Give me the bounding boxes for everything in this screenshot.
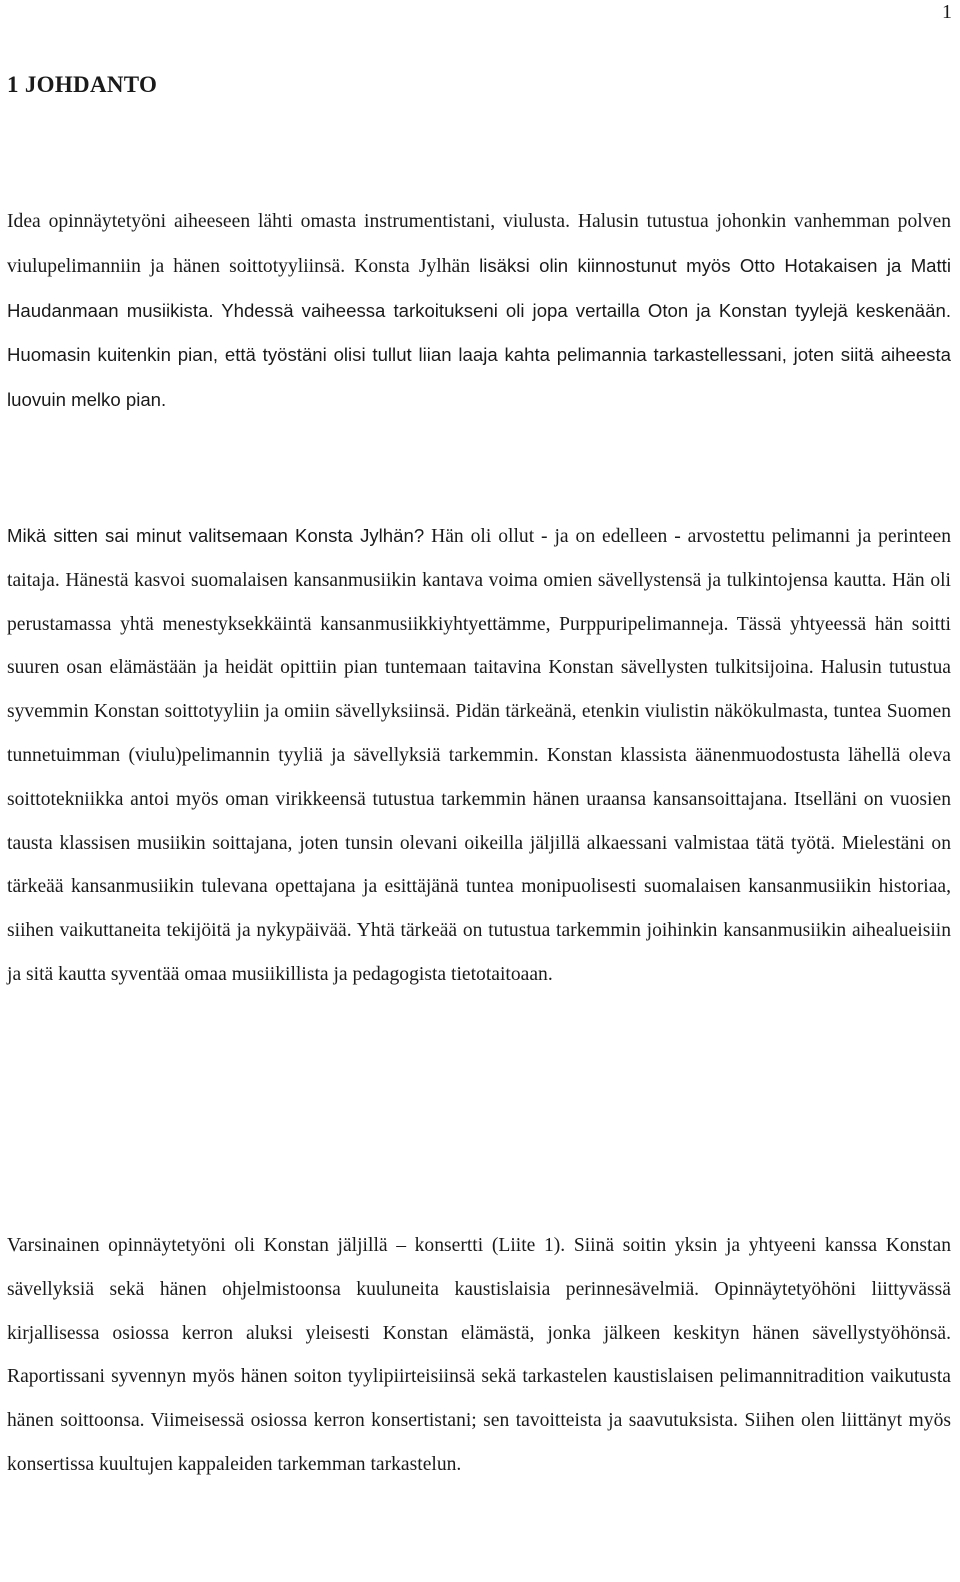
paragraph-intro-text-2: lisäksi olin kiinnostunut myös Otto Hotakaisen ja Matti Haudanmaan musiikista. Yhdessä vaiheessa tarkoitukseni oli jopa vertailla Oton ja Konstan tyylejä keskenään. Huomasin kuitenkin pian, että työstäni olisi tullut liian laaja kahta pelimannia tarkastellessani, joten siitä aiheesta luovuin melko pian. [7,254,951,411]
chapter-title: 1 JOHDANTO [7,72,158,97]
paragraph-intro-text-1: Idea opinnäytetyöni aiheeseen lähti omasta instrumentistani, viulusta. Halusin tutustua johonkin vanhemman polven viulupelimanniin ja hänen soittotyyliinsä. Konsta Jylhän [7,211,951,277]
paragraph-motivation-text-1: Mikä sitten sai minut valitsemaan Konsta Jylhän? [7,525,425,546]
page-number: 1 [942,1,952,23]
paragraph-scope: Varsinainen opinnäytetyöni oli Konstan jäljillä – konsertti (Liite 1). Siinä soitin yksin ja yhtyeeni kanssa Konstan sävellyksiä sekä hänen ohjelmistoonsa kuuluneita kaustislaisia perinnesävelmiä. Opinnäytetyöhöni liittyvässä kirjallisessa osiossa kerron aluksi yleisesti Konstan elämästä, jonka jälkeen keskityn hänen sävellystyöhönsä. Raportissani syvennyn myös hänen soiton tyylipiirteisiinsä sekä tarkastelen kaustislaisen pelimannitradition vaikutusta hänen soittoonsa. Viimeisessä osiossa kerron konsertistani; sen tavoitteista ja saavutuksista. Siihen olen liittänyt myös konsertissa kuultujen kappaleiden tarkemman tarkastelun. [7,1235,951,1475]
paragraph-motivation-text-2: Hän oli ollut - ja on edelleen - arvostettu pelimanni ja perinteen taitaja. Hänestä kasvoi suomalaisen kansanmusiikin kantava voima omien sävellystensä ja tulkintojensa kautta. Hän oli perustamassa yhtä menestyksekkäintä kansanmusiikkiyhtyettämme, Purppuripelimanneja. Tässä yhtyeessä hän soitti suuren osan elämästään ja heidät opittiin pian tuntemaan taitavina Konstan sävellysten tulkitsijoina. Halusin tutustua syvemmin Konstan soittotyyliin ja omiin sävellyksiinsä. Pidän tärkeänä, etenkin viulistin näkökulmasta, tuntea Suomen tunnetuimman (viulu)pelimannin tyyliä ja sävellyksiä tarkemmin. Konstan klassista äänenmuodostusta lähellä oleva soittotekniikka antoi myös oman virikkeensä tutustua tarkemmin hänen uraansa kansansoittajana. Itselläni on vuosien tausta klassisen musiikin soittajana, joten tunsin olevani oikeilla jäljillä alkaessani valmistaa tätä työtä. Mielestäni on tärkeää kansanmusiikin tulevana opettajana ja esittäjänä tuntea monipuolisesti suomalaisen kansanmusiikin historiaa, siihen vaikuttaneita tekijöitä ja nykypäivää. Yhtä tärkeää on tutustua tarkemmin joihinkin kansanmusiikin aihealueisiin ja sitä kautta syventää omaa musiikillista ja pedagogista tietotaitoaan. [7,526,951,985]
paragraph-motivation [7,514,951,997]
paragraph-intro [7,200,951,423]
